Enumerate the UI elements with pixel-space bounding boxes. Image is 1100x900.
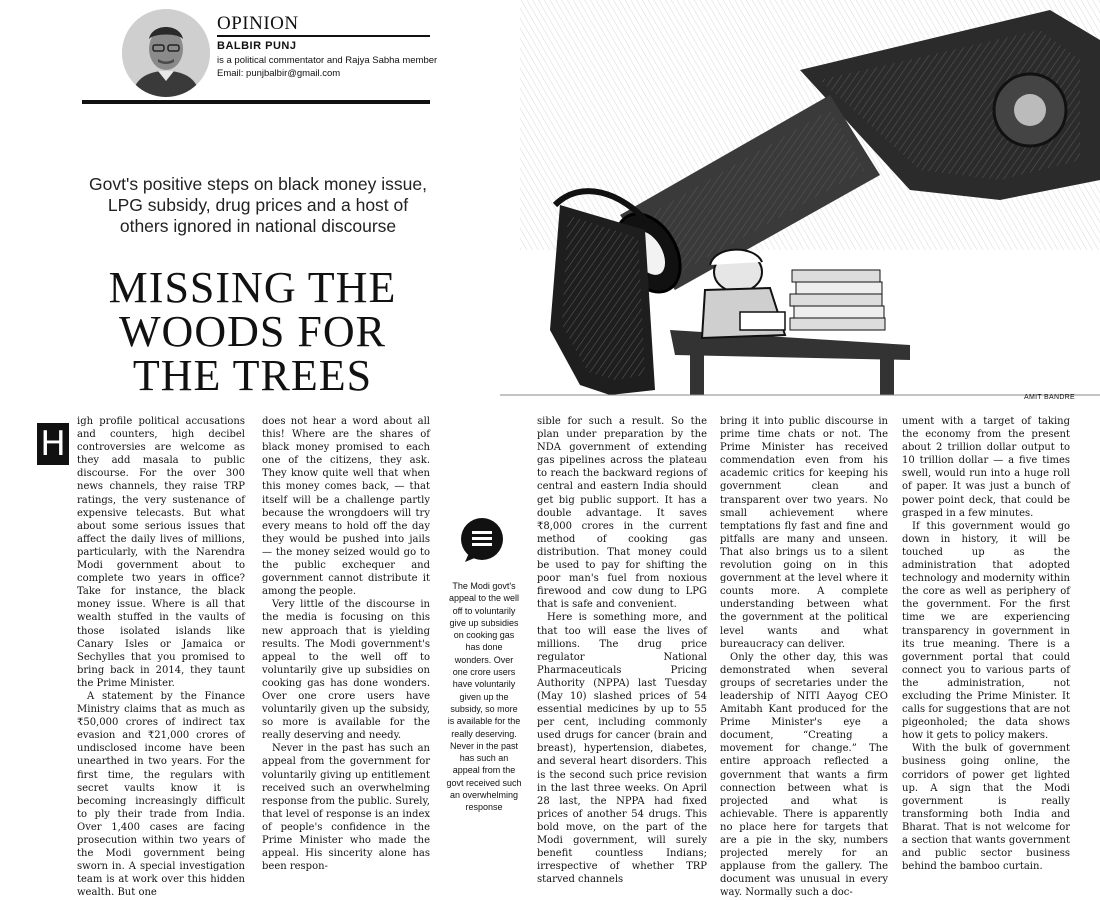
paragraph: A statement by the Finance Ministry claims that as much as ₹50,000 crores of indirect tax evasion and ₹21,000 crores of undisclosed income have been unearthed in two years. For the first time, the regulars with secret vaults know it is becoming increasingly difficult to ply their trade from India. Over 1,400 cases are facing prosecution within two years of the Modi government being sworn in. A special investigation team is at work over this hidden wealth. But one xyxy=(77,690,245,899)
article-column-3 xyxy=(537,415,707,886)
author-description: is a political commentator and Rajya Sabha member xyxy=(217,55,438,66)
article-column-2 xyxy=(262,415,430,873)
paragraph: ument with a target of taking the economy from the present about 2 trillion dollar output to 10 trillion dollar — a five times swell, would run into a huge roll of paper. It was just a bunch of power point deck, that could be grasped in a few minutes. xyxy=(902,416,1070,519)
drop-cap: H xyxy=(37,423,69,465)
article-column-1 xyxy=(77,415,245,899)
article-column-4 xyxy=(720,415,888,899)
paragraph: igh profile political accusations and counters, high decibel controversies are welcome as they add masala to public discourse. For the over 300 news channels, they raise TRP ratings, the very sustenance of expensive telecasts. But what about some serious issues that affect the daily lives of millions, particularly, with the Narendra Modi government about to complete two years in office? Take for instance, the black money issue. Where is all that wealth stuffed in the vaults of those isolated islands like Canary Isles or Jamaica or Sechylles that you promised to bring back in 2014, they taunt the Prime Minister. xyxy=(77,416,245,689)
author-email: Email: punjbalbir@gmail.com xyxy=(217,68,341,79)
article-column-5 xyxy=(902,415,1070,873)
paragraph: does not hear a word about all this! Where are the shares of black money promised to each one of the citizens, they ask. They know quite well that when this money comes back, — that itself will be a challenge partly because the wrongdoers will try every means to hold off the day they would be pushed into jails — the money seized would go to the public exchequer and government cannot distribute it among the people. xyxy=(262,416,430,598)
illustration-credit: AMIT BANDRE xyxy=(1024,394,1076,401)
author-photo xyxy=(122,9,210,97)
paragraph: Very little of the discourse in the media is focusing on this new approach that is yielding results. The Modi government's appeal to the well off to voluntarily give up subsidies on cooking gas has done wonders. Over one crore users have voluntarily given up the subsidy, so more is available for the really deserving and needy. xyxy=(262,599,430,742)
headline: MISSING THE WOODS FOR THE TREES xyxy=(108,263,397,400)
standfirst: Govt's positive steps on black money issue, LPG subsidy, drug prices and a host of others ignored in national discourse xyxy=(89,174,427,236)
speech-bubble-icon xyxy=(459,517,505,563)
paragraph: Never in the past has such an appeal from the government for voluntarily giving up entitlement received such an overwhelming response from the public. Surely, that level of response is an index of people's confidence in the Prime Minister who made the appeal. His sincerity alone has been respon- xyxy=(262,743,430,873)
author-name: BALBIR PUNJ xyxy=(217,40,297,52)
section-divider xyxy=(217,35,430,37)
paragraph: Here is something more, and that too will ease the lives of millions. The drug price regulator National Pharmaceuticals Pricing Authority (NPPA) last Tuesday (May 10) slashed prices of 54 essential medicines by up to 55 per cent, including commonly used drugs for cancer (brain and breast), hypertension, diabetes, and several heart disorders. This is the second such price revision in the last three weeks. On April 28 last, the NPPA had fixed prices of another 54 drugs. This bold move, on the part of the Modi government, will surely benefit countless Indians; irrespective of whether TRP starved channels xyxy=(537,612,707,886)
cartoon-illustration xyxy=(440,0,1100,400)
paragraph: If this government would go down in history, it will be touched up as the administration that adopted technology and modernity within the core as well as periphery of the government. For the first time we are experiencing transparency in government in its true meaning. There is a government portal that could connect you to various parts of the administration, not excluding the Prime Minister. It calls for suggestions that are not pigeonholed; the data shows how it gets to policy makers. xyxy=(902,520,1070,742)
paragraph: sible for such a result. So the plan under preparation by the NDA government of extending gas pipelines across the plateau to reach the backward regions of central and eastern India should get big public support. It has a double advantage. It saves ₹8,000 crores in the current method of cooking gas distribution. That money could be used to pay for shifting the poor man's fuel from noxious firewood and cow dung to LPG that is safe and convenient. xyxy=(537,416,707,611)
header-divider xyxy=(82,100,430,104)
paragraph: Only the other day, this was demonstrated when several groups of secretaries under the leadership of NITI Aayog CEO Amitabh Kant produced for the Prime Minister's eye a document, “Creating a movement for change.” The entire approach reflected a government that wants a firm connection between what is projected and what is achievable. There is apparently no place here for targets that are a pie in the sky, numbers projected merely for an applause from the gallery. The document was unusual in every way. Normally such a doc- xyxy=(720,651,888,899)
pull-quote: The Modi govt's appeal to the well off to voluntarily give up subsidies on cooking gas has done wonders. Over one crore users have voluntarily given up the subsidy, so more is available for the really deserving. Never in the past has such an appeal from the govt received such an overwhelming response xyxy=(446,581,522,813)
paragraph: bring it into public discourse in prime time chats or not. The Prime Minister has received commendation even from his academic critics for keeping his government clean and transparent over two years. No small achievement where temptations fly fast and fine and pitfalls are many and unseen. That also brings us to a silent revolution going on in this government at the level where it counts more. A complete understanding between what the government at the political level wants and what bureaucracy can deliver. xyxy=(720,416,888,650)
paragraph: With the bulk of government business going online, the corridors of power get lighted up. A sign that the Modi government is really transforming both India and Bharat. That is not welcome for a section that wants government and public sector business behind the bamboo curtain. xyxy=(902,743,1070,873)
section-label: OPINION xyxy=(217,13,299,34)
